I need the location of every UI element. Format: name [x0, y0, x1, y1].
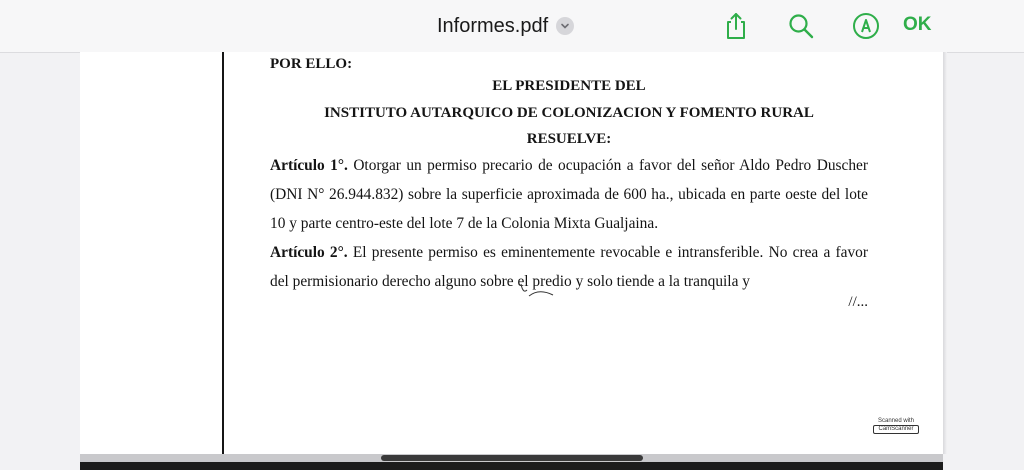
- camscanner-watermark: [873, 418, 919, 436]
- article-2-label: Artículo 2°.: [270, 244, 348, 261]
- chevron-down-icon[interactable]: [556, 17, 574, 35]
- heading-president: EL PRESIDENTE DEL: [492, 78, 646, 94]
- page-margin-line: [222, 52, 224, 454]
- article-2-text: El presente permiso es eminentemente revocable e intransferible. No crea a favor del permisionario derecho alguno sobre el predio y solo tiende a la tranquila y: [270, 244, 868, 290]
- file-title-button[interactable]: [437, 13, 574, 39]
- next-page-edge: [80, 462, 943, 470]
- heading-resuelve: RESUELVE:: [526, 131, 612, 147]
- watermark-caption: Scanned with: [877, 418, 915, 424]
- share-icon[interactable]: [721, 10, 751, 42]
- watermark-brand: CamScanner: [873, 425, 919, 434]
- article-1: [270, 151, 868, 238]
- page-shadow: [943, 52, 947, 454]
- search-icon[interactable]: [786, 10, 816, 42]
- handwritten-mark: [519, 280, 559, 302]
- top-toolbar: [0, 0, 1024, 53]
- article-1-text: Otorgar un permiso precario de ocupación a favor del señor Aldo Pedro Duscher (DNI N° 26.944.832) sobre la superficie aproximada de 600 ha., ubicada en parte oeste del lote 10 y parte centro-este del lote 7 de la Colonia Mixta Gualjaina.: [270, 157, 868, 232]
- markup-icon[interactable]: [851, 10, 881, 42]
- home-indicator[interactable]: [381, 455, 643, 461]
- continuation-mark: //...: [848, 294, 868, 310]
- file-title: Informes.pdf: [437, 14, 549, 37]
- heading-institute: INSTITUTO AUTARQUICO DE COLONIZACION Y FOMENTO RURAL: [324, 105, 814, 121]
- article-1-label: Artículo 1°.: [270, 157, 348, 174]
- ok-button[interactable]: OK: [903, 14, 932, 35]
- article-2: [270, 238, 868, 296]
- por-ello-label: POR ELLO:: [270, 56, 353, 72]
